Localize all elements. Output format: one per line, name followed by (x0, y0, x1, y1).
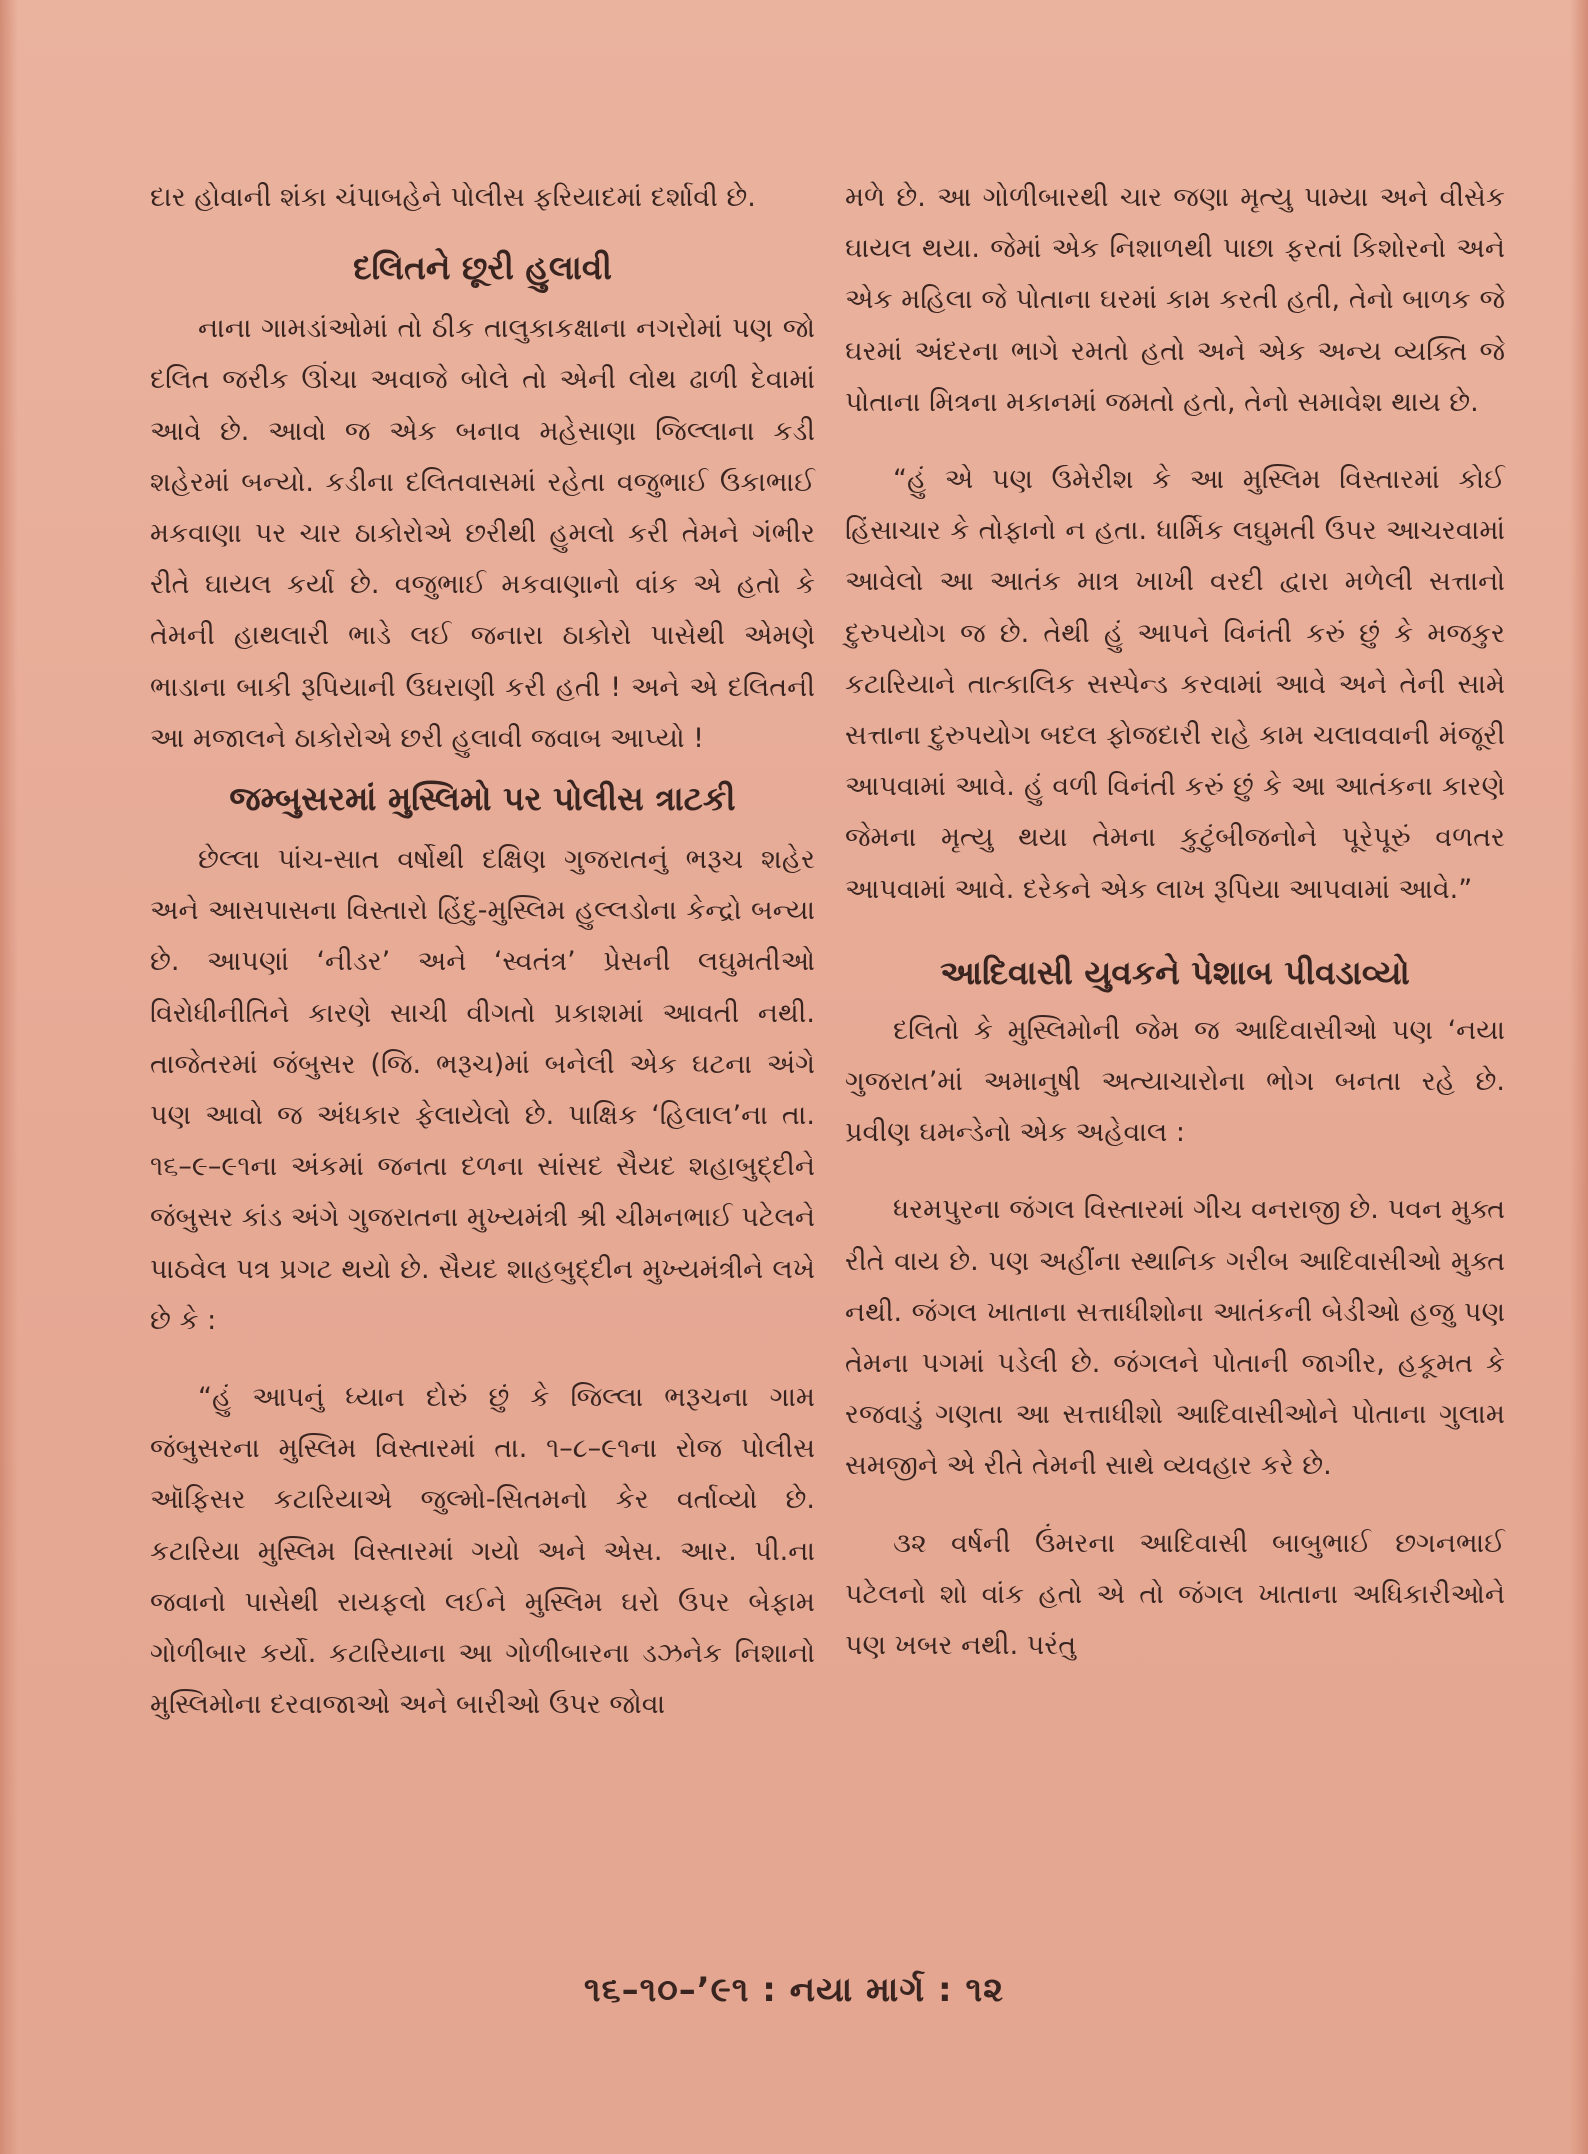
paragraph: દલિતો કે મુસ્લિમોની જેમ જ આદિવાસીઓ પણ ‘નયા ગુજરાત’માં અમાનુષી અત્યાચારોના ભોગ બનતા રહે છે. પ્રવીણ ઘમન્ડેનો એક અહેવાલ : (845, 1014, 1505, 1149)
page-edge-shadow (1570, 0, 1588, 2154)
paragraph: ધરમપુરના જંગલ વિસ્તારમાં ગીચ વનરાજી છે. પવન મુક્ત રીતે વાય છે. પણ અહીંના સ્થાનિક ગરીબ આદિવાસીઓ મુક્ત નથી. જંગલ ખાતાના સત્તાધીશોના આતંકની બેડીઓ હજુ પણ તેમના પગમાં પડેલી છે. જંગલને પોતાની જાગીર, હકૂમત કે રજવાડું ગણતા આ સત્તાધીશો આદિવાસીઓને પોતાના ગુલામ સમજીને એ રીતે તેમની સાથે વ્યવહાર કરે છે. (845, 1194, 1505, 1482)
page-footer: ૧૬–૧૦–’૯૧ : નયા માર્ગ : ૧૨ (583, 1970, 1005, 2010)
paragraph: “હું એ પણ ઉમેરીશ કે આ મુસ્લિમ વિસ્તારમાં કોઈ હિંસાચાર કે તોફાનો ન હતા. ધાર્મિક લઘુમતી ઉપર આચરવામાં આવેલો આ આતંક માત્ર ખાખી વરદી દ્વારા મળેલી સત્તાનો દુરુપયોગ જ છે. તેથી હું આપને વિનંતી કરું છું કે મજકુર કટારિયાને તાત્કાલિક સસ્પેન્ડ કરવામાં આવે અને તેની સામે સત્તાના દુરુપયોગ બદલ ફોજદારી રાહે કામ ચલાવવાની મંજૂરી આપવામાં આવે. હું વળી વિનંતી કરું છું કે આ આતંકના કારણે જેમના મૃત્યુ થયા તેમના કુટુંબીજનોને પૂરેપૂરું વળતર આપવામાં આવે. દરેકને એક લાખ રૂપિયા આપવામાં આવે.” (845, 464, 1505, 905)
paragraph: નાના ગામડાંઓમાં તો ઠીક તાલુકાકક્ષાના નગરોમાં પણ જો દલિત જરીક ઊંચા અવાજે બોલે તો એની લોથ ઢાળી દેવામાં આવે છે. આવો જ એક બનાવ મહેસાણા જિલ્લાના કડી શહેરમાં બન્યો. કડીના દલિતવાસમાં રહેતા વજુભાઈ ઉકાભાઈ મકવાણા પર ચાર ઠાકોરોએ છરીથી હુમલો કરી તેમને ગંભીર રીતે ઘાયલ કર્યા છે. વજુભાઈ મકવાણાનો વાંક એ હતો કે તેમની હાથલારી ભાડે લઈ જનારા ઠાકોરો પાસેથી એમણે ભાડાના બાકી રૂપિયાની ઉઘરાણી કરી હતી ! અને એ દલિતની આ મજાલને ઠાકોરોએ છરી હુલાવી જવાબ આપ્યો ! (150, 313, 815, 754)
paragraph: મળે છે. આ ગોળીબારથી ચાર જણા મૃત્યુ પામ્યા અને વીસેક ઘાયલ થયા. જેમાં એક નિશાળથી પાછા ફરતાં કિશોરનો અને એક મહિલા જે પોતાના ઘરમાં કામ કરતી હતી, તેનો બાળક જે ઘરમાં અંદરના ભાગે રમતો હતો અને એક અન્ય વ્યક્તિ જે પોતાના મિત્રના મકાનમાં જમતો હતો, તેનો સમાવેશ થાય છે. (845, 182, 1505, 418)
section-heading: દલિતને છૂરી હુલાવી (353, 248, 612, 288)
paragraph: દાર હોવાની શંકા ચંપાબહેને પોલીસ ફરિયાદમાં દર્શાવી છે. (150, 182, 756, 213)
left-column (150, 172, 815, 1730)
page-edge-shadow (0, 0, 18, 2154)
section-heading: આદિવાસી યુવકને પેશાબ પીવડાવ્યો (940, 952, 1410, 992)
paragraph: ૩૨ વર્ષની ઉંમરના આદિવાસી બાબુભાઈ છગનભાઈ પટેલનો શો વાંક હતો એ તો જંગલ ખાતાના અધિકારીઓને પણ ખબર નથી. પરંતુ (845, 1527, 1505, 1662)
right-column (845, 172, 1505, 1671)
paragraph: “હું આપનું ધ્યાન દોરું છું કે જિલ્લા ભરૂચના ગામ જંબુસરના મુસ્લિમ વિસ્તારમાં તા. ૧–૮–૯૧ના રોજ પોલીસ ઑફિસર કટારિયાએ જુલ્મો-સિતમનો કેર વર્તાવ્યો છે. કટારિયા મુસ્લિમ વિસ્તારમાં ગયો અને એસ. આર. પી.ના જવાનો પાસેથી રાયફલો લઈને મુસ્લિમ ઘરો ઉપર બેફામ ગોળીબાર કર્યો. કટારિયાના આ ગોળીબારના ડઝનેક નિશાનો મુસ્લિમોના દરવાજાઓ અને બારીઓ ઉપર જોવા (150, 1382, 815, 1721)
section-heading: જમ્બુસરમાં મુસ્લિમો પર પોલીસ ત્રાટકી (229, 779, 736, 819)
paragraph: છેલ્લા પાંચ-સાત વર્ષોથી દક્ષિણ ગુજરાતનું ભરૂચ શહેર અને આસપાસના વિસ્તારો હિંદુ-મુસ્લિમ હુલ્લડોના કેન્દ્રો બન્યા છે. આપણાં ‘નીડર’ અને ‘સ્વતંત્ર’ પ્રેસની લઘુમતીઓ વિરોધીનીતિને કારણે સાચી વીગતો પ્રકાશમાં આવતી નથી. તાજેતરમાં જંબુસર (જિ. ભરૂચ)માં બનેલી એક ઘટના અંગે પણ આવો જ અંધકાર ફેલાયેલો છે. પાક્ષિક ‘હિલાલ’ના તા. ૧૬–૯–૯૧ના અંકમાં જનતા દળના સાંસદ સૈયદ શહાબુદ્દીને જંબુસર કાંડ અંગે ગુજરાતના મુખ્યમંત્રી શ્રી ચીમનભાઈ પટેલને પાઠવેલ પત્ર પ્રગટ થયો છે. સૈયદ શાહબુદ્દીન મુખ્યમંત્રીને લખે છે કે : (150, 844, 815, 1336)
